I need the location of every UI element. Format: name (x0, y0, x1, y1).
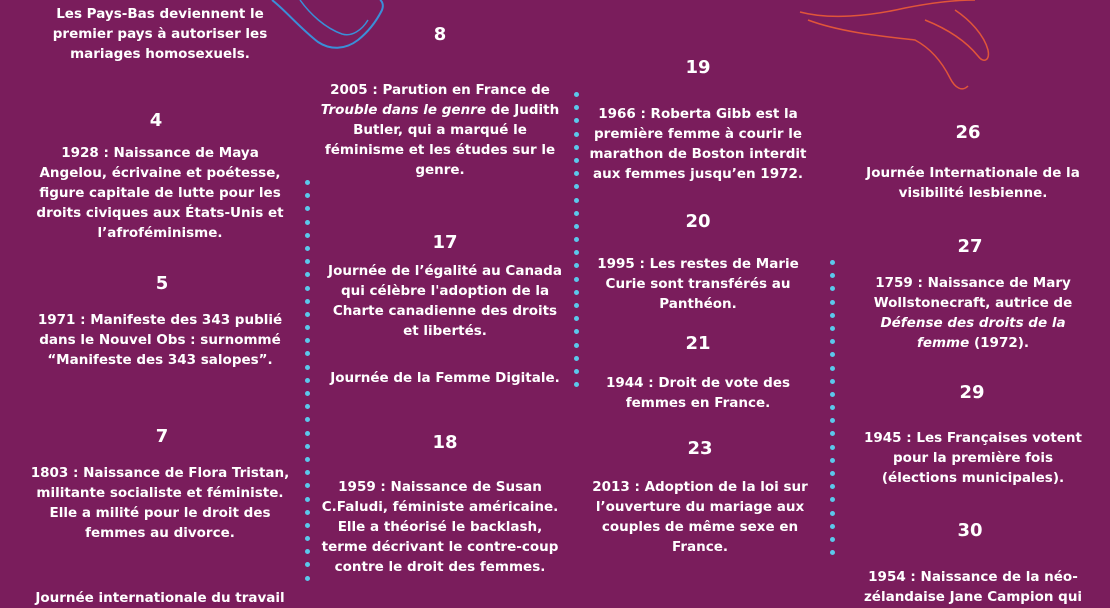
entry-line: France. (671, 539, 729, 555)
entry-day-7-extra: Journée internationale du travail (35, 590, 285, 606)
intro-entry (20, 4, 300, 64)
entry-line: 1954 : Naissance de la néo- (868, 569, 1078, 585)
entry-day-5 (10, 310, 310, 370)
entry-line: Charte canadienne des droits (332, 303, 558, 319)
day-number-5: 5 (155, 273, 169, 294)
entry-line: Angelou, écrivaine et poétesse, (39, 165, 281, 181)
entry-line: femmes en France. (625, 395, 771, 411)
entry-line: Journée Internationale de la (866, 165, 1080, 181)
entry-line: 2005 : Parution en France de (330, 82, 550, 98)
right-hand-finger-outline (925, 10, 988, 60)
entry-day-23 (580, 477, 820, 557)
entry-line: terme décrivant le contre-coup (321, 539, 559, 555)
day-number-21: 21 (685, 333, 711, 354)
entry-line: 1928 : Naissance de Maya (61, 145, 259, 161)
entry-line: aux femmes jusqu’en 1972. (592, 166, 804, 182)
entry-line: qui célèbre l'adoption de la (340, 283, 550, 299)
entry-line-rest: (1972). (969, 335, 1030, 351)
entry-line (848, 333, 1098, 353)
entry-line: féminisme et les études sur le (324, 142, 556, 158)
entry-line: premier pays à autoriser les (52, 26, 268, 42)
entry-day-17-extra: Journée de la Femme Digitale. (330, 370, 560, 386)
entry-line: Journée de l’égalité au Canada (328, 263, 562, 279)
entry-day-19 (578, 104, 818, 184)
entry-line: contre le droit des femmes. (334, 559, 546, 575)
entry-line: 1971 : Manifeste des 343 publié (37, 312, 283, 328)
entry-line (320, 100, 560, 120)
entry-line: Wollstonecraft, autrice de (873, 295, 1073, 311)
book-title: Trouble dans le genre (320, 102, 487, 118)
entry-line: première femme à courir le (594, 126, 802, 142)
right-hand-outline (800, 0, 975, 16)
entry-line: couples de même sexe en (601, 519, 799, 535)
entry-line: Elle a théorisé le backlash, (337, 519, 543, 535)
day-number-4: 4 (149, 110, 163, 131)
entry-line: dans le Nouvel Obs : surnommé (39, 332, 281, 348)
day-number-17: 17 (432, 232, 458, 253)
entry-line-rest: de Judith (486, 102, 560, 118)
entry-line: militante socialiste et féministe. (36, 485, 284, 501)
day-number-29: 29 (959, 382, 985, 403)
entry-day-30 (848, 567, 1098, 607)
entry-line: 1995 : Les restes de Marie (597, 256, 799, 272)
entry-line: 1944 : Droit de vote des (605, 375, 791, 391)
day-number-27: 27 (957, 236, 983, 257)
entry-line: C.Faludi, féministe américaine. (321, 499, 559, 515)
entry-day-21 (578, 373, 818, 413)
entry-line: 1959 : Naissance de Susan (338, 479, 542, 495)
entry-line: marathon de Boston interdit (589, 146, 807, 162)
day-number-23: 23 (687, 438, 713, 459)
entry-line: figure capitale de lutte pour les (39, 185, 281, 201)
entry-line: 1966 : Roberta Gibb est la (598, 106, 798, 122)
entry-line: l’ouverture du mariage aux (595, 499, 805, 515)
day-number-20: 20 (685, 211, 711, 232)
entry-line: 1759 : Naissance de Mary (875, 275, 1071, 291)
day-number-19: 19 (685, 57, 711, 78)
entry-day-4 (10, 143, 310, 243)
entry-line: pour la première fois (893, 450, 1053, 466)
entry-line: mariages homosexuels. (70, 46, 250, 62)
book-title: femme (916, 335, 970, 351)
entry-line: 1803 : Naissance de Flora Tristan, (30, 465, 290, 481)
day-number-7: 7 (155, 426, 169, 447)
entry-line: (élections municipales). (881, 470, 1065, 486)
entry-day-26 (848, 163, 1098, 203)
book-title: Défense des droits de la (880, 315, 1066, 331)
entry-line: Elle a milité pour le droit des (49, 505, 271, 521)
entry-line (848, 313, 1098, 333)
entry-line: 2013 : Adoption de la loi sur (592, 479, 808, 495)
entry-line: droits civiques aux États-Unis et (36, 205, 284, 221)
entry-line: et libertés. (403, 323, 487, 339)
dotted-separator (830, 260, 836, 563)
day-number-8: 8 (433, 24, 447, 45)
entry-day-8 (320, 80, 560, 180)
entry-line: zélandaise Jane Campion qui (863, 589, 1083, 605)
day-number-30: 30 (957, 520, 983, 541)
entry-day-20 (578, 254, 818, 314)
entry-day-17 (320, 261, 570, 341)
day-number-18: 18 (432, 432, 458, 453)
entry-line: femmes au divorce. (85, 525, 235, 541)
entry-day-18 (315, 477, 565, 577)
entry-day-27 (848, 273, 1098, 353)
left-hand-finger-outline (300, 0, 368, 35)
entry-line: Curie sont transférés au (605, 276, 791, 292)
entry-line: l’afroféminisme. (97, 225, 223, 241)
dotted-separator (305, 180, 311, 589)
entry-line: Panthéon. (659, 296, 737, 312)
entry-line: Les Pays-Bas deviennent le (56, 6, 264, 22)
entry-day-29 (848, 428, 1098, 488)
right-hand-palm-outline (808, 20, 968, 89)
entry-line: 1945 : Les Françaises votent (863, 430, 1083, 446)
day-number-26: 26 (955, 122, 981, 143)
entry-line: visibilité lesbienne. (898, 185, 1048, 201)
entry-line: Butler, qui a marqué le (353, 122, 527, 138)
entry-line: “Manifeste des 343 salopes”. (47, 352, 273, 368)
entry-day-7 (10, 463, 310, 543)
entry-line: genre. (415, 162, 465, 178)
